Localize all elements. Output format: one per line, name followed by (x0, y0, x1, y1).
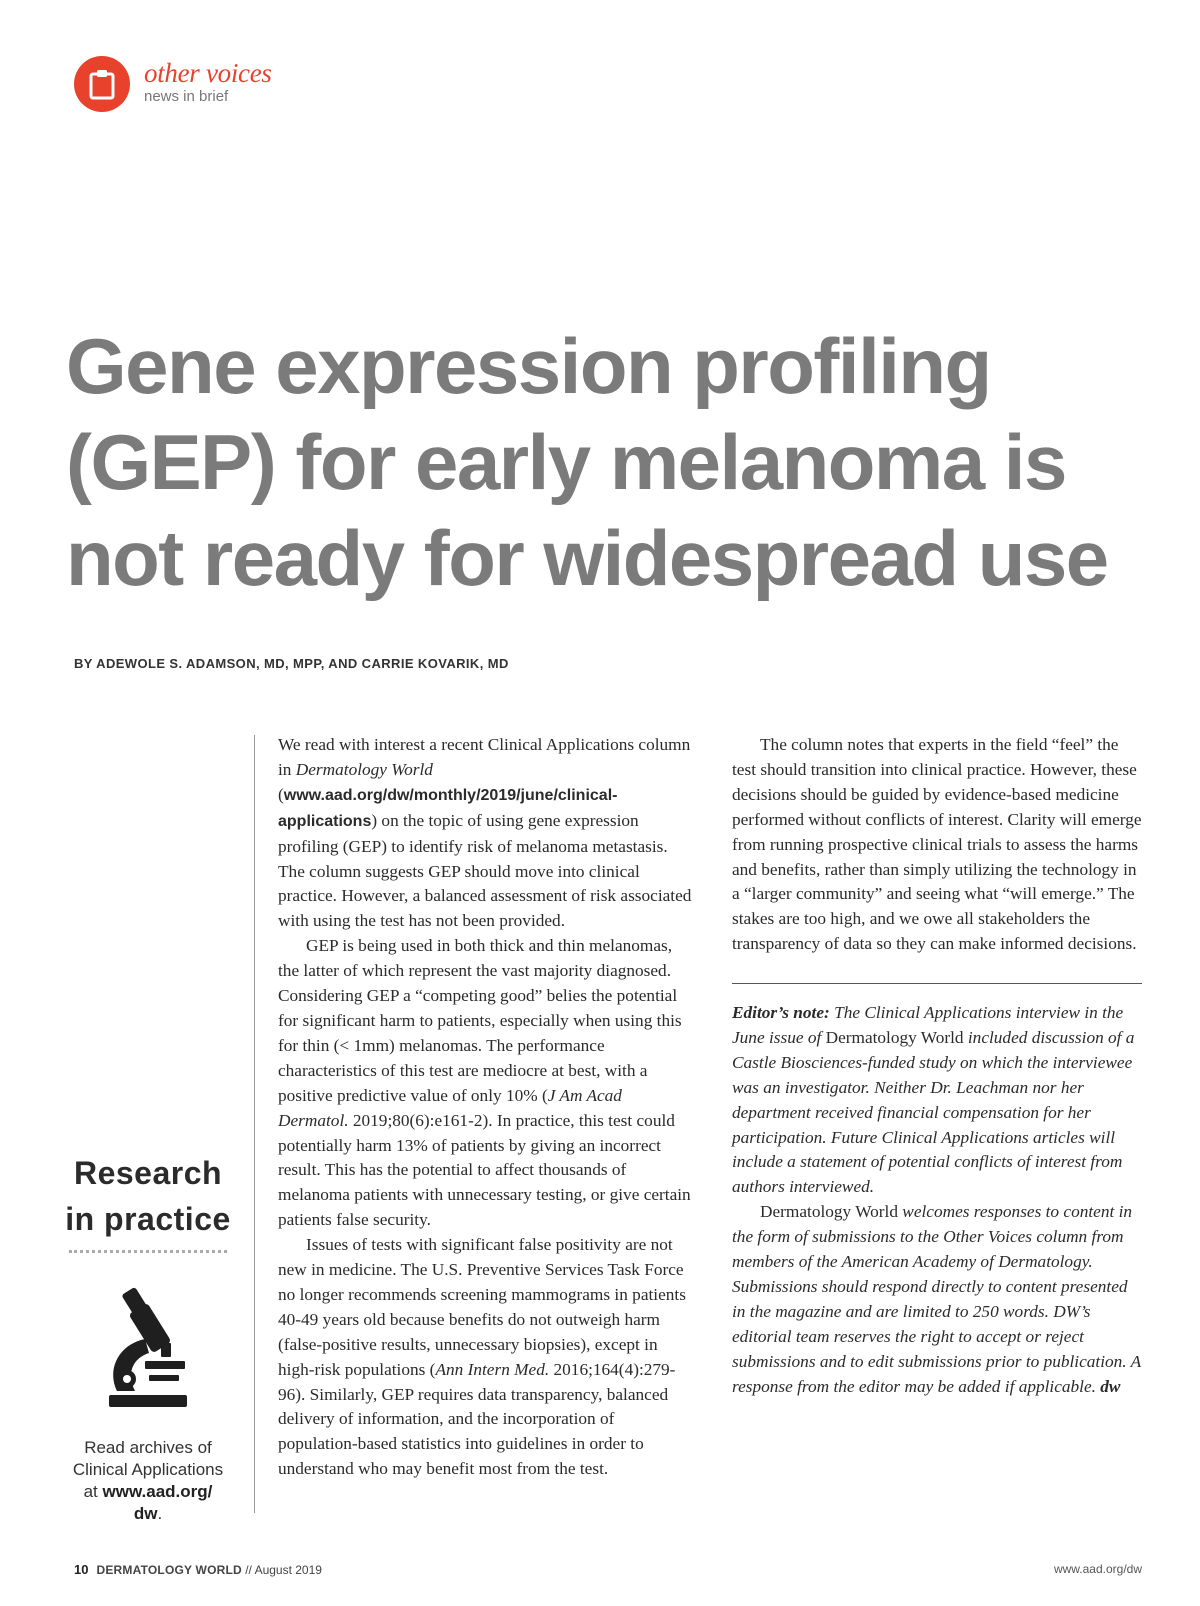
sidebar-title (58, 1150, 238, 1242)
citation-jaad: J Am Acad Dermatol. (278, 1085, 622, 1130)
sidebar-text-line1: Read archives of (84, 1438, 212, 1457)
article-paragraph-1: We read with interest a recent Clinical Applications column in Dermatology World (www.aad.org/dw/monthly/2019/june/clinical-applications) on the topic of using gene expression profiling (GEP) to identify risk of melanoma metastasis. The column suggests GEP should move into clinical practice. However, a balanced assessment of risk associated with using the test has not been provided. (278, 735, 692, 931)
footer-url[interactable]: www.aad.org/dw (1053, 1562, 1142, 1576)
journal-name: Dermatology World (295, 759, 433, 779)
section-header (74, 56, 334, 112)
sidebar-vertical-rule (254, 735, 255, 1513)
sidebar-archives-link-cont[interactable]: dw (133, 1504, 158, 1523)
clipboard-icon (74, 56, 130, 112)
sidebar-text-prefix: at (83, 1482, 103, 1501)
article-paragraph-4: The column notes that experts in the field “feel” the test should transition into clinical practice. However, these decisions should be guided by evidence-based medicine performed without conflicts of interest. Clarity will emerge from running prospective clinical trials to assess the harms and benefits, rather than simply utilizing the technology in a “larger community” and seeing what “will emerge.” The stakes are too high, and we owe all stakeholders the transparency of data so they can make informed decisions. (732, 735, 1142, 954)
sidebar-text-suffix: . (157, 1504, 163, 1523)
sidebar-archives-link[interactable]: www.aad.org/ (102, 1482, 213, 1501)
sidebar-dotted-divider (69, 1250, 227, 1253)
sidebar-text-line2: Clinical Applications (72, 1460, 224, 1479)
article-byline: BY ADEWOLE S. ADAMSON, MD, MPP, AND CARRIE KOVARIK, MD (74, 656, 509, 671)
article-paragraph-3: Issues of tests with significant false positivity are not new in medicine. The U.S. Preventive Services Task Force no longer recommends screening mammograms in patients 40-49 years old because benefits do not outweigh harm (false-positive results, unnecessary biopsies), except in high-risk populations (Ann Intern Med. 2016;164(4):279-96). Similarly, GEP requires data transparency, balanced delivery of information, and the incorporation of population-based statistics into guidelines in order to understand who may benefit most from the test. (278, 1235, 686, 1479)
sidebar-archives-text (58, 1437, 238, 1525)
footer-issue: August 2019 (254, 1563, 322, 1577)
editors-note (732, 1001, 1142, 1400)
sidebar-title-line1: Research (73, 1155, 223, 1191)
editors-note-divider (732, 983, 1142, 984)
sidebar-title-line2: in practice (65, 1201, 231, 1237)
editors-note-label: Editor’s note: (732, 1003, 830, 1022)
microscope-icon (105, 1287, 191, 1411)
section-title: other voices (144, 58, 272, 88)
editors-note-paragraph-2: Dermatology World welcomes responses to content in the form of submissions to the Other Voices column from members of the American Academy of Dermatology. Submissions should respond directly to content presented in the magazine and are limited to 250 words. DW’s editorial team reserves the right to accept or reject submissions and to edit submissions prior to publication. A response from the editor may be added if applicable. dw (732, 1202, 1141, 1396)
editors-note-paragraph-1: Editor’s note: The Clinical Applications interview in the June issue of Dermatology World included discussion of a Castle Biosciences-funded study on which the interviewee was an investigator. Neither Dr. Leachman nor her department received financial compensation for her participation. Future Clinical Applications articles will include a statement of potential conflicts of interest from authors interviewed. (732, 1003, 1135, 1197)
section-subtitle: news in brief (144, 88, 229, 105)
article-paragraph-2: GEP is being used in both thick and thin melanomas, the latter of which represent the vast majority diagnosed. Considering GEP a “competing good” belies the potential for significant harm to patients, especially when using this for thin (< 1mm) melanomas. The performance characteristics of this test are mediocre at best, with a positive predictive value of only 10% (J Am Acad Dermatol. 2019;80(6):e161-2). In practice, this test could potentially harm 13% of patients by giving an incorrect result. This has the potential to affect thousands of melanoma patients with unnecessary testing, or give certain patients false security. (278, 936, 691, 1230)
article-column-1 (278, 733, 693, 1482)
article-column-2 (732, 733, 1142, 957)
sidebar-research-in-practice (58, 1150, 238, 1525)
footer-folio (74, 1562, 322, 1577)
footer-magazine: DERMATOLOGY WORLD (96, 1563, 242, 1577)
dw-end-mark: dw (1095, 1376, 1121, 1396)
article-headline: Gene expression profiling (GEP) for early melanoma is not ready for widespread use (66, 322, 1108, 602)
clinical-applications-link[interactable]: www.aad.org/dw/monthly/2019/june/clinical-applications (278, 786, 618, 830)
citation-ann-intern-med: Ann Intern Med. (435, 1359, 550, 1379)
page-number: 10 (74, 1562, 89, 1577)
footer-separator: // (241, 1563, 255, 1577)
